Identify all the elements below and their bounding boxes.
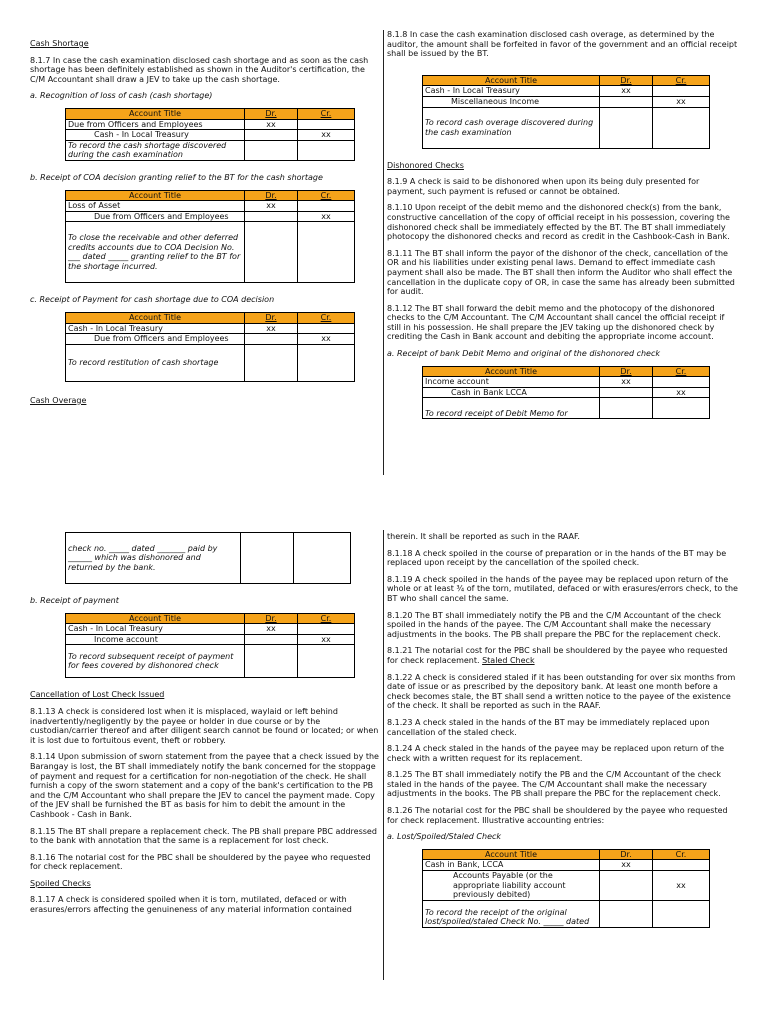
header-credit: Cr. (298, 190, 355, 201)
paragraph-8-1-12: 8.1.12 The BT shall forward the debit memo and the photocopy of the dishonored checks to the C/M Accountant. The C/M Accountant shall cancel the official receipt if still in his possession. He shall prepare the JEV taking up the dishonored check by crediting the Cash in Bank account and debiting the appropriate income account. (387, 303, 725, 342)
header-debit: Dr. (600, 366, 653, 377)
paragraph-8-1-21 (387, 646, 739, 665)
paragraph-8-1-9: 8.1.9 A check is said to be dishonored when upon its being duly presented for payment, such payment is refused or cannot be obtained. (387, 177, 700, 196)
account-cell: Accounts Payable (or the appropriate liability account previously debited) (423, 871, 600, 901)
section-heading-cash-shortage: Cash Shortage (30, 39, 89, 48)
paragraph-8-1-24: 8.1.24 A check staled in the hands of the payee may be replaced upon return of the check with a written request for its replacement. (387, 744, 725, 763)
entry-description: To close the receivable and other deferred credits accounts due to COA Decision No. ___ dated _____ granting relief to the BT for the shortage incurred. (66, 222, 245, 283)
account-cell: Cash in Bank LCCA (423, 387, 600, 398)
section-heading-cash-overage: Cash Overage (30, 395, 87, 405)
header-account-title: Account Title (66, 190, 245, 201)
column-divider (383, 530, 384, 980)
header-account-title: Account Title (423, 75, 600, 86)
debit-cell (600, 387, 653, 398)
entry-description: To record restitution of cash shortage (66, 344, 245, 381)
table-row (66, 130, 355, 141)
account-cell: Due from Officers and Employees (66, 334, 245, 345)
account-cell: Due from Officers and Employees (66, 119, 245, 130)
section-heading-staled-check: Staled Check (482, 655, 535, 665)
credit-cell: xx (653, 96, 710, 107)
account-cell: Income account (66, 634, 245, 645)
debit-cell: xx (245, 119, 298, 130)
paragraph-8-1-15: 8.1.15 The BT shall prepare a replacement check. The PB shall prepare PBC addressed to the bank with annotation that the same is a replacement for lost check. (30, 826, 377, 846)
debit-cell (245, 334, 298, 345)
journal-table-continued (65, 532, 351, 584)
page-bottom (0, 530, 768, 1024)
paragraph-8-1-17: 8.1.17 A check is considered spoiled when it is torn, mutilated, defaced or with erasures/errors affecting the genuineness of any material information contained (30, 895, 352, 915)
table-row (66, 119, 355, 130)
subheading-coa-relief: b. Receipt of COA decision granting relief to the BT for the cash shortage (30, 172, 323, 182)
debit-cell (245, 634, 298, 645)
table-row (423, 387, 710, 398)
paragraph-8-1-23: 8.1.23 A check staled in the hands of the BT may be immediately replaced upon cancellation of the staled check. (387, 717, 710, 737)
table-row (66, 634, 355, 645)
credit-cell: xx (298, 334, 355, 345)
table-row (66, 201, 355, 212)
entry-description: To record the cash shortage discovered during the cash examination (66, 140, 245, 160)
entry-description: To record the receipt of the original lost/spoiled/staled Check No. _____ dated (423, 900, 600, 927)
page-gap (0, 505, 768, 530)
credit-cell: xx (298, 634, 355, 645)
account-cell: Loss of Asset (66, 201, 245, 212)
debit-cell (245, 130, 298, 141)
debit-cell: xx (245, 201, 298, 212)
table-row (423, 96, 710, 107)
paragraph-8-1-16: 8.1.16 The notarial cost for the PBC shall be shouldered by the payee who requested for check replacement. (30, 852, 371, 872)
header-credit: Cr. (653, 366, 710, 377)
journal-table-debit-memo (422, 366, 710, 420)
credit-cell (298, 119, 355, 130)
table-row (66, 533, 351, 584)
credit-cell: xx (298, 130, 355, 141)
subheading-lost-spoiled-staled: a. Lost/Spoiled/Staled Check (387, 832, 502, 842)
top-right-column (387, 30, 739, 431)
paragraph-8-1-26: 8.1.26 The notarial cost for the PBC shall be shouldered by the payee who requested for check replacement. Illustrative accounting entries: (387, 806, 728, 825)
debit-cell (600, 96, 653, 107)
subheading-bank-debit-memo: a. Receipt of bank Debit Memo and original of the dishonored check (387, 349, 660, 359)
header-debit: Dr. (245, 312, 298, 323)
header-debit: Dr. (245, 190, 298, 201)
header-debit: Dr. (245, 613, 298, 624)
header-account-title: Account Title (66, 613, 245, 624)
table-row (423, 860, 710, 871)
paragraph-8-1-22: 8.1.22 A check is considered staled if it has been outstanding for over six months from date of issue or as prescribed by the depository bank. At least one month before a check becomes stale, the BT shall send a written notice to the payee of the existence of the check. It shall be reported as such in the RAAF. (387, 672, 736, 711)
table-row (423, 398, 710, 419)
header-credit: Cr. (653, 849, 710, 860)
header-debit: Dr. (600, 849, 653, 860)
journal-table-cash-overage (422, 75, 710, 149)
paragraph-8-1-14: 8.1.14 Upon submission of sworn statement from the payee that a check issued by the Barangay is lost, the BT shall immediately notify the bank concerned for the stoppage of payment and request for a certification for non-negotiation of the check. He shall furnish a copy of the sworn statement and a copy of the bank's certification to the PB and the C/M Accountant who shall prepare the JEV to cancel the payment made. Copy of the JEV shall be furnished the BT as basis for him to debit the amount in the Cashbook - Cash in Bank. (30, 752, 379, 819)
table-row (66, 222, 355, 283)
paragraph-8-1-25: 8.1.25 The BT shall immediately notify the PB and the C/M Accountant of the check staled in the hands of the payee. The C/M Accountant shall make the necessary adjustments in the books. The PB shall prepare the PBC for the replacement check. (387, 770, 722, 799)
table-row (66, 645, 355, 678)
debit-cell: xx (600, 86, 653, 97)
account-cell: Due from Officers and Employees (66, 211, 245, 222)
paragraph-8-1-20: 8.1.20 The BT shall immediately notify the PB and the C/M Accountant of the check spoiled in the hands of the payee. The C/M Accountant shall make the necessary adjustments in the books. The PB shall prepare the PBC for the replacement check. (387, 610, 722, 639)
credit-cell: xx (298, 211, 355, 222)
paragraph-8-1-8: 8.1.8 In case the cash examination disclosed cash overage, as determined by the auditor, the amount shall be forfeited in favor of the government and an official receipt shall be issued by the BT. (387, 30, 738, 59)
section-heading-dishonored-checks: Dishonored Checks (387, 160, 464, 170)
header-account-title: Account Title (66, 108, 245, 119)
paragraph-8-1-13: 8.1.13 A check is considered lost when it is misplaced, waylaid or left behind inadvertently/negligently by the payee or holder in due course or by the custodian/carrier thereof and after diligent search cannot be found or located; or when it is lost due to fortuitous event, theft or robbery. (30, 706, 379, 745)
bottom-left-column (30, 532, 380, 922)
header-account-title: Account Title (66, 312, 245, 323)
paragraph-8-1-21-text: 8.1.21 The notarial cost for the PBC shall be shouldered by the payee who requested for check replacement. (387, 646, 728, 665)
table-row (423, 871, 710, 901)
bottom-right-column (387, 532, 739, 940)
header-debit: Dr. (245, 108, 298, 119)
table-row (66, 211, 355, 222)
paragraph-8-1-11: 8.1.11 The BT shall inform the payor of the dishonor of the check, cancellation of the OR and his liabilities under existing penal laws. Demand to effect immediate cash payment shall also be made. The BT shall then inform the Auditor who shall effect the cancellation in the duplicate copy of OR, in case the same has already been submitted for audit. (387, 248, 735, 297)
table-row (423, 86, 710, 97)
account-cell: Cash - In Local Treasury (66, 624, 245, 635)
credit-cell (653, 86, 710, 97)
paragraph-8-1-10: 8.1.10 Upon receipt of the debit memo and the dishonored check(s) from the bank, constructive cancellation of the copy of official receipt in his possession, covering the dishonored check shall be immediately effected by the BT. The BT shall immediately photocopy the dishonored checks and record as credit in the Cashbook-Cash in Bank. (387, 203, 730, 242)
header-debit: Dr. (600, 75, 653, 86)
account-cell: Cash - In Local Treasury (423, 86, 600, 97)
debit-cell: xx (600, 860, 653, 871)
entry-description: check no. _____ dated _______ paid by ______ which was dishonored and returned by the bank. (66, 533, 241, 584)
credit-cell (653, 377, 710, 388)
paragraph-8-1-18: 8.1.18 A check spoiled in the course of preparation or in the hands of the BT may be replaced upon receipt by the cancellation of the spoiled check. (387, 548, 727, 568)
section-heading-lost-check: Cancellation of Lost Check Issued (30, 690, 165, 700)
paragraph-8-1-19: 8.1.19 A check spoiled in the hands of the payee may be replaced upon return of the whole or at least ¾ of the torn, mutilated, defaced or with erasures/errors check, to the BT who shall cancel the same. (387, 574, 738, 603)
account-cell: Miscellaneous Income (423, 96, 600, 107)
credit-cell (298, 201, 355, 212)
journal-table-payment (65, 613, 355, 679)
table-row (423, 107, 710, 148)
subheading-receipt-of-payment: b. Receipt of payment (30, 596, 119, 605)
journal-table-coa-relief (65, 190, 355, 284)
account-cell: Cash - In Local Treasury (66, 323, 245, 334)
entry-description: To record cash overage discovered during the cash examination (423, 107, 600, 148)
paragraph-8-1-7: 8.1.7 In case the cash examination disclosed cash shortage and as soon as the cash shortage has been definitely established as shown in the Auditor's certification, the C/M Accountant shall draw a JEV to take up the cash shortage. (30, 55, 369, 84)
page-top (0, 25, 768, 530)
debit-cell: xx (600, 377, 653, 388)
table-row (423, 377, 710, 388)
header-credit: Cr. (298, 312, 355, 323)
table-row (66, 334, 355, 345)
table-row (66, 624, 355, 635)
account-cell: Income account (423, 377, 600, 388)
table-row (66, 344, 355, 381)
debit-cell: xx (245, 624, 298, 635)
section-heading-spoiled-checks: Spoiled Checks (30, 878, 91, 888)
journal-table-restitution (65, 312, 355, 382)
journal-table-lost-spoiled (422, 849, 710, 928)
entry-description: To record subsequent receipt of payment for fees covered by dishonored check (66, 645, 245, 678)
credit-cell: xx (653, 871, 710, 901)
debit-cell: xx (245, 323, 298, 334)
debit-cell (600, 871, 653, 901)
paragraph-continued: therein. It shall be reported as such in the RAAF. (387, 532, 580, 541)
subheading-receipt-of-payment: c. Receipt of Payment for cash shortage due to COA decision (30, 295, 275, 305)
header-account-title: Account Title (423, 366, 600, 377)
account-cell: Cash in Bank, LCCA (423, 860, 600, 871)
header-credit: Cr. (298, 108, 355, 119)
subheading-recognition-of-loss: a. Recognition of loss of cash (cash shortage) (30, 91, 213, 101)
header-credit: Cr. (298, 613, 355, 624)
table-row (66, 323, 355, 334)
table-row (66, 140, 355, 160)
column-divider (383, 30, 384, 475)
credit-cell (298, 323, 355, 334)
credit-cell (653, 860, 710, 871)
table-row (423, 900, 710, 927)
entry-description: To record receipt of Debit Memo for (423, 398, 600, 419)
credit-cell: xx (653, 387, 710, 398)
debit-cell (245, 211, 298, 222)
header-account-title: Account Title (423, 849, 600, 860)
top-left-column (30, 39, 380, 412)
header-credit: Cr. (653, 75, 710, 86)
journal-table-cash-shortage (65, 108, 355, 161)
account-cell: Cash - In Local Treasury (66, 130, 245, 141)
credit-cell (298, 624, 355, 635)
